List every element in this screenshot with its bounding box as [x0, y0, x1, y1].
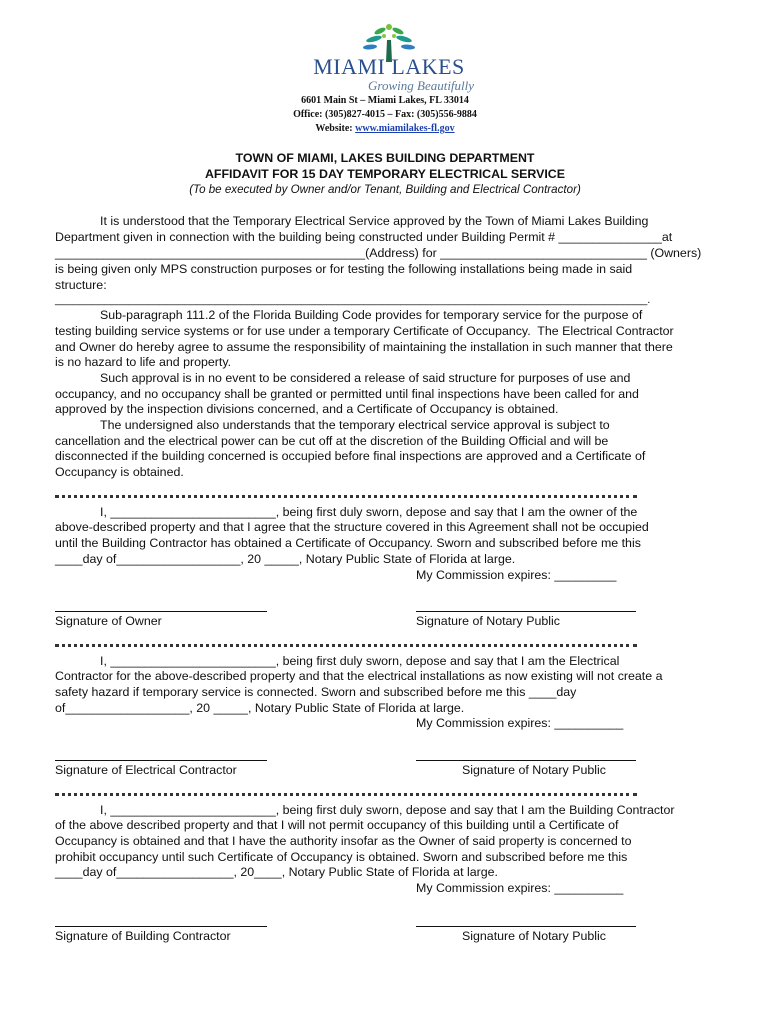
body-line: testing building service systems or for use under a temporary Certificate of Occupancy. The Electrical Contractor	[55, 324, 674, 338]
body-line: structure:	[55, 278, 107, 292]
body-line: is no hazard to life and property.	[55, 355, 232, 369]
body-line: Occupancy is obtained.	[55, 465, 184, 479]
section-divider	[55, 495, 637, 498]
website-label: Website:	[315, 123, 356, 134]
tagline: Growing Beautifully	[368, 78, 475, 93]
owner-line: ____day of__________________, 20 _____, Notary Public State of Florida at large.	[55, 552, 516, 566]
building-line: Occupancy is obtained and that I have the authority insofar as the Owner of said property is concerned to	[55, 834, 632, 848]
building-line: ____day of_________________, 20____, Notary Public State of Florida at large.	[55, 865, 498, 879]
electrical-commission: My Commission expires: __________	[416, 716, 624, 730]
owner-line: I, ________________________, being first duly sworn, depose and say that I am the owner of the	[100, 505, 638, 519]
building-line: prohibit occupancy until such Certificate of Occupancy is obtained. Sworn and subscribed before me this	[55, 850, 628, 864]
body-line: Department given in connection with the building being constructed under Building Permit # _______________at	[55, 230, 673, 244]
electrical-line: of__________________, 20 _____, Notary Public State of Florida at large.	[55, 701, 465, 715]
body-line: ________________________________________________________________________________________________.	[55, 294, 651, 306]
building-contractor-signature-line[interactable]	[55, 926, 267, 927]
website-line	[0, 122, 770, 136]
miami-lakes-logo	[296, 22, 482, 96]
body-line: The undersigned also understands that the temporary electrical service approval is subject to	[100, 418, 610, 432]
electrical-line: I, ________________________, being first duly sworn, depose and say that I am the Electrical	[100, 654, 620, 668]
body-line: is being given only MPS construction purposes or for testing the following installations being made in said	[55, 262, 633, 276]
notary-signature-line[interactable]	[416, 926, 636, 927]
owner-line: until the Building Contractor has obtained a Certificate of Occupancy. Sworn and subscribed before me this	[55, 536, 641, 550]
body-line: _____________________________________________(Address) for ______________________________ (Owners)	[55, 246, 702, 260]
owner-signature-label: Signature of Owner	[55, 614, 162, 628]
notary-signature-label: Signature of Notary Public	[462, 929, 606, 943]
electrical-contractor-signature-line[interactable]	[55, 760, 267, 761]
notary-signature-line[interactable]	[416, 760, 636, 761]
brand-name: MIAMI LAKES	[313, 54, 465, 79]
section-divider	[55, 644, 637, 647]
electrical-contractor-signature-label: Signature of Electrical Contractor	[55, 763, 237, 777]
subtitle: (To be executed by Owner and/or Tenant, Building and Electrical Contractor)	[189, 183, 581, 196]
phone-fax: Office: (305)827-4015 – Fax: (305)556-9884	[293, 109, 477, 120]
body-line: disconnected if the building concerned is occupied before final inspections are approved and a Certificate of	[55, 449, 646, 463]
address: 6601 Main St – Miami Lakes, FL 33014	[301, 95, 469, 106]
owner-signature-line[interactable]	[55, 611, 267, 612]
website-link[interactable]: www.miamilakes-fl.gov	[355, 123, 455, 134]
body-line: approved by the inspection divisions concerned, and a Certificate of Occupancy is obtained.	[55, 402, 559, 416]
body-line: cancellation and the electrical power can be cut off at the discretion of the Building Official and will be	[55, 434, 609, 448]
electrical-line: safety hazard if temporary service is connected. Sworn and subscribed before me this ____day	[55, 685, 577, 699]
body-line: occupancy, and no occupancy shall be granted or permitted until final inspections have been called for and	[55, 387, 639, 401]
building-commission: My Commission expires: __________	[416, 881, 624, 895]
owner-commission: My Commission expires: _________	[416, 568, 617, 582]
page-title: TOWN OF MIAMI, LAKES BUILDING DEPARTMENT	[235, 151, 535, 165]
building-contractor-signature-label: Signature of Building Contractor	[55, 929, 231, 943]
notary-signature-label: Signature of Notary Public	[416, 614, 560, 628]
body-line: and Owner do hereby agree to assume the responsibility of maintaining the installation in such manner that there	[55, 340, 673, 354]
electrical-line: Contractor for the above-described property and that the electrical installations as now existing will not create a	[55, 669, 663, 683]
affidavit-title: AFFIDAVIT FOR 15 DAY TEMPORARY ELECTRICAL SERVICE	[204, 167, 566, 181]
body-line: Sub-paragraph 111.2 of the Florida Building Code provides for temporary service for the purpose of	[100, 308, 643, 322]
notary-signature-line[interactable]	[416, 611, 636, 612]
building-line: of the above described property and that I will not permit occupancy of this building until a Certificate of	[55, 818, 619, 832]
notary-signature-label: Signature of Notary Public	[462, 763, 606, 777]
owner-line: above-described property and that I agree that the structure covered in this Agreement shall not be occupied	[55, 520, 649, 534]
body-line: It is understood that the Temporary Electrical Service approved by the Town of Miami Lakes Building	[100, 214, 649, 228]
section-divider	[55, 793, 637, 796]
building-line: I, ________________________, being first duly sworn, depose and say that I am the Building Contractor	[100, 803, 675, 817]
body-line: Such approval is in no event to be considered a release of said structure for purposes of use and	[100, 371, 631, 385]
